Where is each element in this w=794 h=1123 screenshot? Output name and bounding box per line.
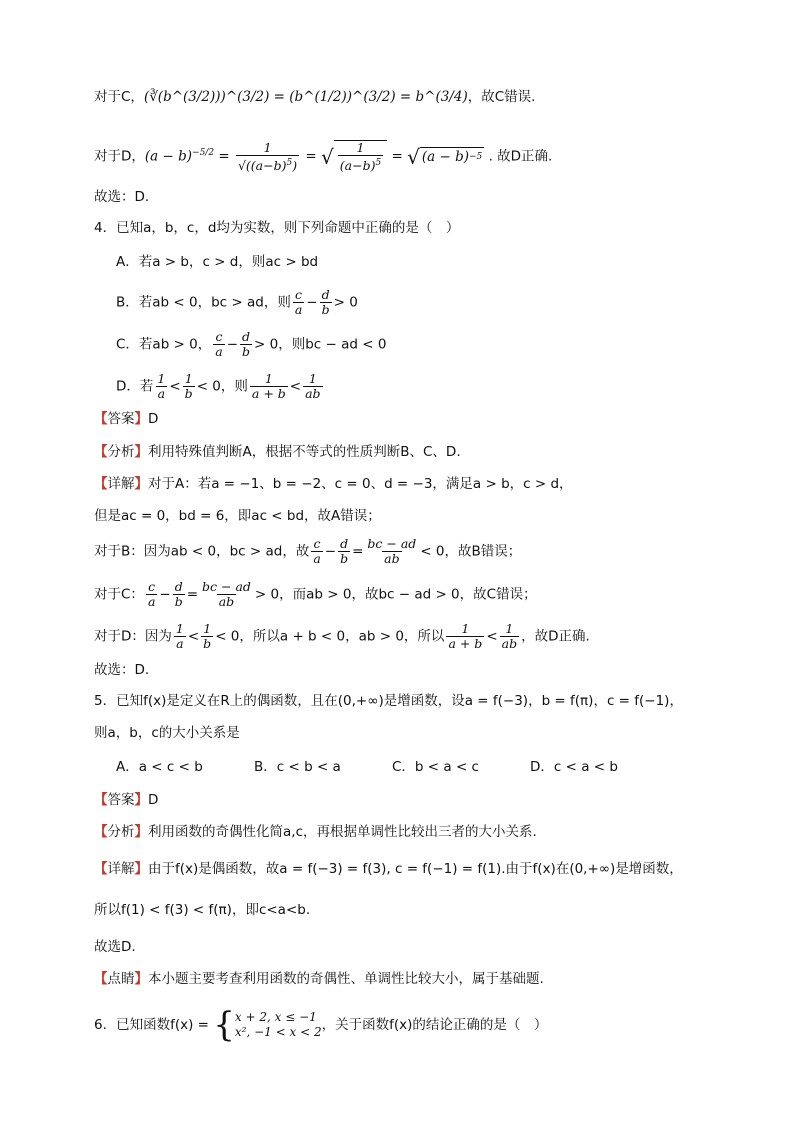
detail-4-line2: 但是ac = 0，bd = 6，即ac < bd，故A错误； (94, 508, 381, 524)
answer-value: D (148, 411, 159, 427)
analysis-text: 利用特殊值判断A，根据不等式的性质判断B、C、D. (148, 444, 461, 460)
solution-line-c (94, 88, 535, 106)
answer-tag: 【答案】 (94, 411, 148, 427)
option-b: B．若ab < 0，bc > ad，则 $\frac{c}{a}$ − $\frac{d}{b}$ > 0 (116, 287, 358, 317)
remark-text: 本小题主要考查利用函数的奇偶性、单调性比较大小，属于基础题. (148, 971, 544, 987)
question-4: 4．已知a，b，c，d均为实数，则下列命题中正确的是（ ） (94, 220, 460, 236)
text: > 0，而ab > 0，故bc − ad > 0，故C错误； (254, 586, 537, 603)
text: C．若ab > 0， (116, 336, 212, 353)
text: ，故C错误. (467, 89, 536, 105)
sqrt-expr: √ (a − b) −5 (407, 144, 483, 169)
choice-a: A．a < c < b (116, 759, 203, 775)
text: 6．已知函数f(x) = (94, 1017, 209, 1033)
detail-tag: 【详解】 (94, 476, 148, 492)
text: < 0，故B错误； (420, 543, 522, 560)
detail-tag: 【详解】 (94, 861, 148, 877)
text: > 0，则bc − ad < 0 (254, 336, 387, 353)
solution-line-d: 对于D，$(a - b)^{-5/2}$ = $\frac{1}{√((a-b)^5)}$ = √ $\frac{1}{(a-b)^5}$ = √ (a − b) −5 . 故D正确. (94, 139, 553, 174)
detail-text: 对于A：若a = −1、b = −2、c = 0、d = −3，满足a > b，c > d， (148, 476, 573, 492)
answer-value: D (148, 792, 159, 808)
option-c: C．若ab > 0， $\frac{c}{a}$ − $\frac{d}{b}$ > 0，则bc − ad < 0 (116, 329, 387, 359)
choice-c: C．b < a < c (392, 759, 479, 775)
detail-text: 由于f(x)是偶函数，故a = f(−3) = f(3), c = f(−1) = f(1).由于f(x)在(0,+∞)是增函数， (148, 861, 683, 877)
question-6 (94, 1005, 548, 1045)
analysis-text: 利用函数的奇偶性化简a,c，再根据单调性比较出三者的大小关系. (148, 824, 537, 840)
question-5-line2: 则a，b，c的大小关系是 (94, 725, 240, 741)
text: < 0，所以a + b < 0，ab > 0，所以 (215, 628, 445, 645)
detail-4-line4: 对于C： $\frac{c}{a}$ − $\frac{d}{b}$ = $\frac{bc - ad}{ab}$ > 0，而ab > 0，故bc − ad > 0，故C错误； (94, 579, 537, 609)
text: 对于D：因为 (94, 628, 172, 645)
option-a: A．若a > b，c > d，则ac > bd (116, 254, 319, 270)
detail-4-line3: 对于B：因为ab < 0，bc > ad，故 $\frac{c}{a}$ − $\frac{d}{b}$ = $\frac{bc - ad}{ab}$ < 0，故B错误； (94, 536, 522, 566)
option-d: D．若 $\frac{1}{a}$ < $\frac{1}{b}$ < 0，则 $\frac{1}{a + b}$ < $\frac{1}{ab}$ (116, 371, 321, 401)
exponent: −5/2 (192, 148, 215, 159)
sqrt-expr: √ $\frac{1}{(a-b)^5}$ (321, 140, 387, 173)
analysis-5 (94, 823, 537, 841)
detail-4-line5: 对于D：因为 $\frac{1}{a}$ < $\frac{1}{b}$ < 0，所以a + b < 0，ab > 0，所以 $\frac{1}{a + b}$ < $\frac{1}{ab}$ ，故D正确. (94, 621, 590, 651)
detail-5-line1 (94, 860, 683, 878)
select-line: 故选：D. (94, 189, 150, 205)
choice-d: D．c < a < b (530, 759, 618, 775)
analysis-4 (94, 443, 461, 461)
select-4: 故选：D. (94, 662, 150, 678)
detail-4-line1 (94, 475, 573, 493)
analysis-tag: 【分析】 (94, 444, 148, 460)
detail-5-line2: 所以f(1) < f(3) < f(π)，即c<a<b. (94, 902, 311, 918)
text: B．若ab < 0，bc > ad，则 (116, 294, 291, 311)
text: ，关于函数f(x)的结论正确的是（ ） (321, 1017, 548, 1033)
case-1: x + 2, x ≤ −1 (234, 1010, 317, 1024)
piecewise-function: { x + 2, x ≤ −1 x², −1 < x < 2 (213, 1005, 322, 1045)
text: 对于C， (94, 89, 144, 105)
math-expr: (a − b) (144, 148, 193, 165)
text: > 0 (333, 294, 358, 311)
case-2: x², −1 < x < 2 (234, 1025, 322, 1039)
analysis-tag: 【分析】 (94, 824, 148, 840)
text: < 0，则 (196, 378, 248, 395)
answer-4 (94, 410, 158, 428)
text: 对于D， (94, 148, 145, 165)
text: 对于B：因为ab < 0，bc > ad，故 (94, 543, 310, 560)
text: 对于C： (94, 586, 144, 603)
fraction: $\frac{1}{√((a-b)^5)}$ (237, 139, 298, 173)
question-5-choices (116, 758, 668, 776)
remark-tag: 【点睛】 (94, 971, 148, 987)
question-5-line1: 5．已知f(x)是定义在R上的偶函数，且在(0,+∞)是增函数，设a = f(−3)，b = f(π)，c = f(−1)， (94, 693, 683, 709)
answer-5 (94, 791, 158, 809)
choice-b: B．c < b < a (254, 759, 341, 775)
select-5: 故选D. (94, 939, 136, 955)
text: ，故D正确. (521, 628, 590, 645)
math-expr: (∛(b^(3/2)))^(3/2) = (b^(1/2))^(3/2) = b^(3/4) (143, 89, 468, 105)
text: . 故D正确. (488, 148, 553, 165)
answer-tag: 【答案】 (94, 792, 148, 808)
remark-5 (94, 970, 544, 988)
text: D．若 (116, 378, 154, 395)
